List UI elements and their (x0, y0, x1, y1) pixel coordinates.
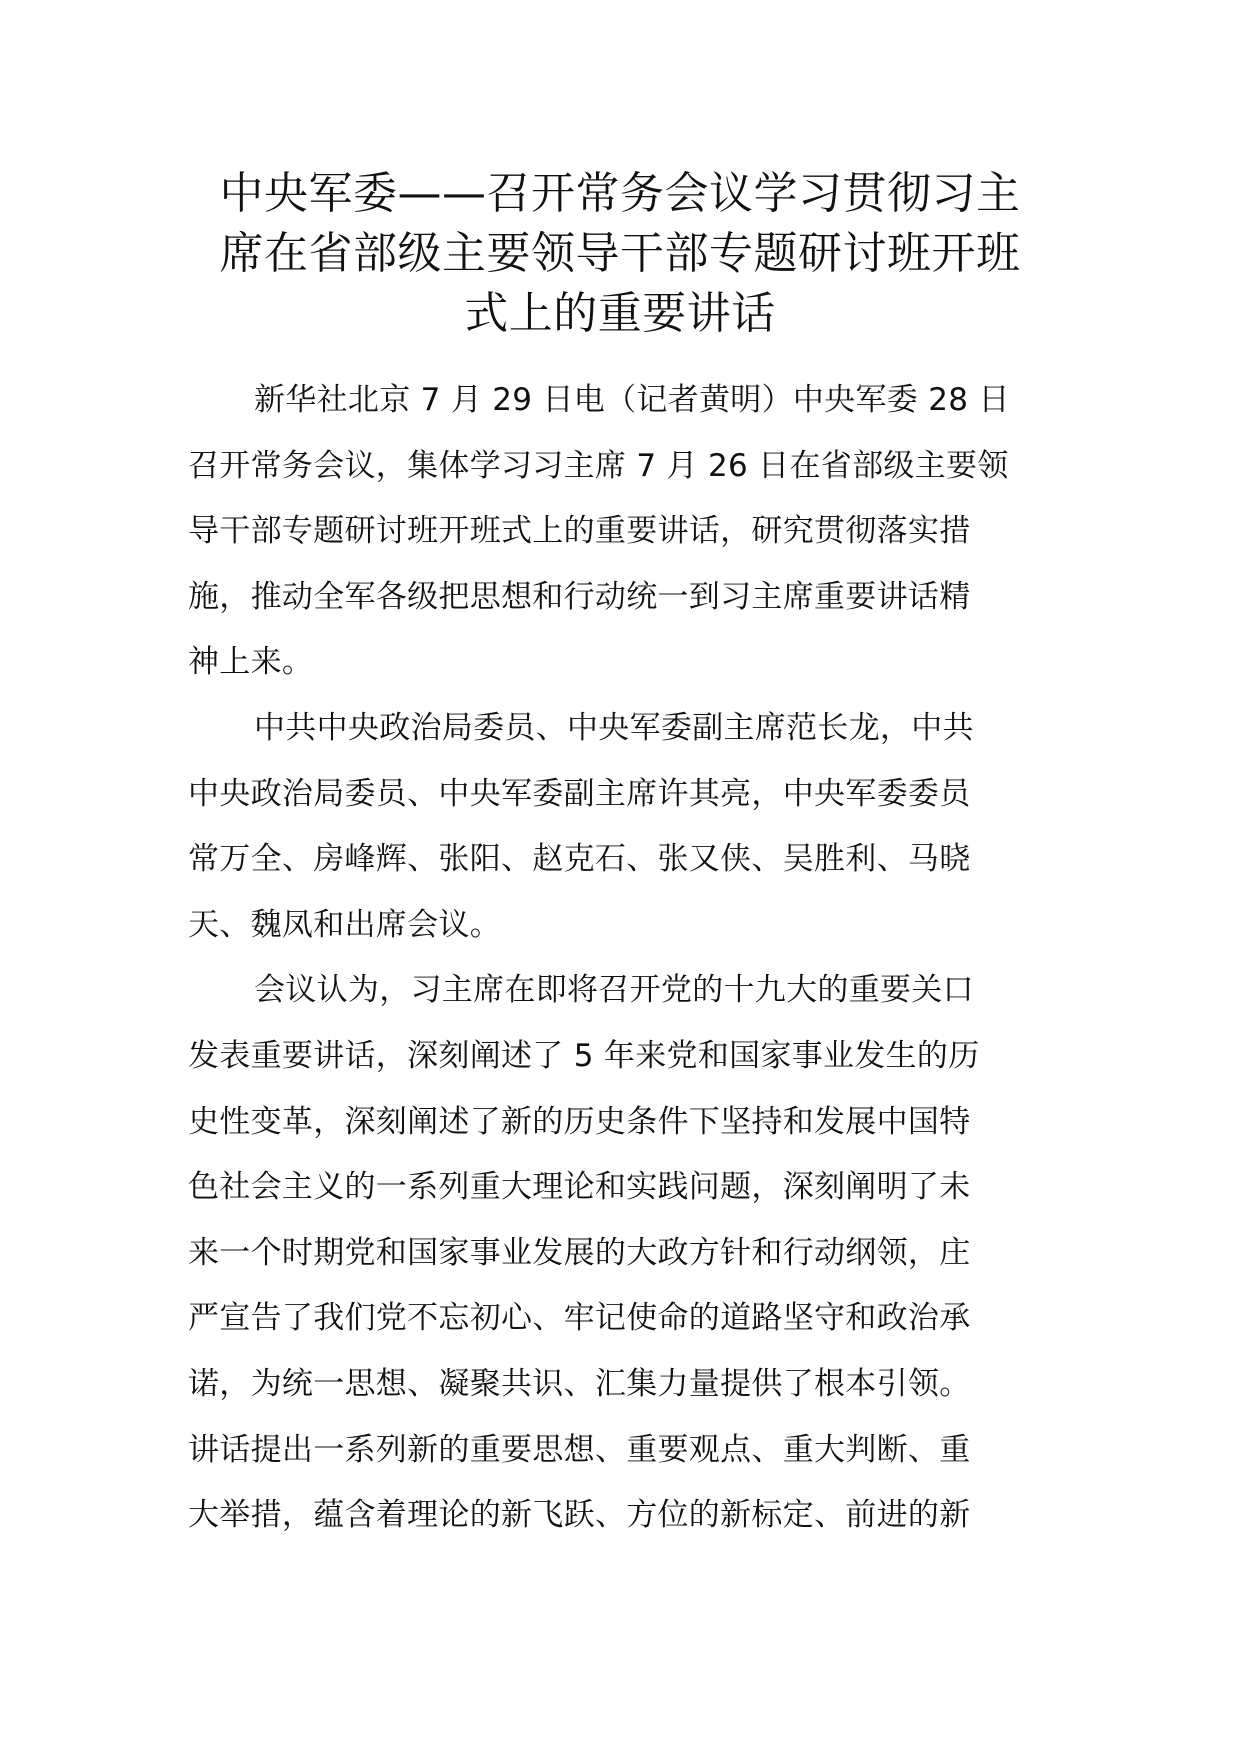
document-title (190, 164, 1050, 344)
paragraph-line: 会议认为，习主席在即将召开党的十九大的重要关口 (254, 972, 974, 1009)
paragraph-line: 诺，为统一思想、凝聚共识、汇集力量提供了根本引领。 (188, 1365, 971, 1402)
paragraph-line: 大举措，蕴含着理论的新飞跃、方位的新标定、前进的新 (188, 1497, 971, 1534)
paragraph-line: 发表重要讲话，深刻阐述了 5 年来党和国家事业发生的历 (188, 1037, 980, 1074)
paragraph-line: 中共中央政治局委员、中央军委副主席范长龙，中共 (254, 709, 974, 746)
paragraph-line: 中央政治局委员、中央军委副主席许其亮，中央军委委员 (188, 775, 971, 812)
title-line: 席在省部级主要领导干部专题研讨班开班 (219, 228, 1021, 279)
paragraph-line: 天、魏凤和出席会议。 (188, 906, 501, 943)
paragraph-line: 严宣告了我们党不忘初心、牢记使命的道路坚守和政治承 (188, 1300, 971, 1337)
paragraph-line: 来一个时期党和国家事业发展的大政方针和行动纲领，庄 (188, 1234, 971, 1271)
title-line: 式上的重要讲话 (464, 288, 776, 339)
paragraph-line: 导干部专题研讨班开班式上的重要讲话，研究贯彻落实措 (188, 513, 971, 550)
paragraph-line: 神上来。 (188, 644, 314, 681)
paragraph-2 (188, 696, 1068, 958)
paragraph-line: 讲话提出一系列新的重要思想、重要观点、重大判断、重 (188, 1431, 971, 1468)
title-line: 中央军委——召开常务会议学习贯彻习主 (219, 168, 1021, 219)
paragraph-1 (188, 368, 1068, 696)
paragraph-3 (188, 958, 1068, 1548)
document-body (188, 368, 1068, 1549)
paragraph-line: 色社会主义的一系列重大理论和实践问题，深刻阐明了未 (188, 1169, 971, 1206)
paragraph-line: 施，推动全军各级把思想和行动统一到习主席重要讲话精 (188, 578, 971, 615)
paragraph-line: 常万全、房峰辉、张阳、赵克石、张又侠、吴胜利、马晓 (188, 841, 971, 878)
paragraph-line: 新华社北京 7 月 29 日电（记者黄明）中央军委 28 日 (254, 382, 1010, 418)
paragraph-line: 召开常务会议，集体学习习主席 7 月 26 日在省部级主要领 (188, 447, 1009, 484)
paragraph-line: 史性变革，深刻阐述了新的历史条件下坚持和发展中国特 (188, 1103, 971, 1140)
